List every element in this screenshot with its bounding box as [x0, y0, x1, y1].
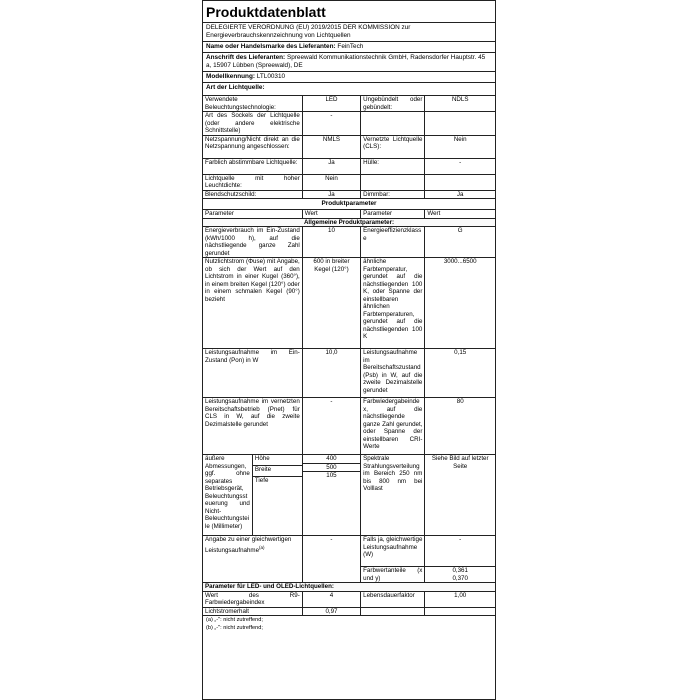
dimension-value: 500 — [303, 464, 360, 473]
param-label: Lichtquelle mit hoher Leuchtdichte: — [203, 174, 302, 190]
params-table — [203, 210, 495, 616]
param-value-2: - — [425, 158, 495, 174]
dimensions-row — [203, 455, 495, 536]
param-value: 4 — [302, 591, 360, 607]
table-row — [203, 174, 495, 190]
dimension-value: 105 — [326, 472, 337, 479]
value-header-2: Wert — [425, 210, 495, 218]
param-label: Leistungsaufnahme im vernetzten Bereitschaftsbetrieb (Pnet) für CLS in W, auf die zweite Dezimalstelle gerundet — [203, 398, 302, 455]
param-value: 0,97 — [302, 607, 360, 616]
param-value: 600 in breiter Kegel (120°) — [302, 258, 360, 349]
equivalent-power-value: - — [425, 536, 495, 567]
table-row — [203, 398, 495, 455]
param-value-2: 1,00 — [425, 591, 495, 607]
dimension-name: Höhe — [252, 455, 301, 465]
led-heading-row — [203, 583, 495, 592]
supplier-row — [203, 42, 495, 53]
param-value: 10 — [302, 227, 360, 258]
equivalent-label: Angabe zu einer gleichwertigen Leistungsaufnahme — [205, 536, 292, 554]
spectral-value: Siehe Bild auf letzter Seite — [425, 455, 495, 536]
param-value-2: 0,15 — [425, 349, 495, 398]
dimensions-label: äußere Abmessungen, ggf. ohne separates Betriebsgerät, Beleuchtungssteuerung und Nicht-Beleuchtungsteile (Millimeter) — [203, 455, 252, 535]
param-value-2 — [425, 607, 495, 616]
page-title: Produktdatenblatt — [203, 1, 495, 23]
param-label: Lichtstromerhalt — [203, 607, 302, 616]
param-value: LED — [302, 96, 360, 112]
model-value: LTL00310 — [256, 73, 286, 80]
param-label-2 — [361, 112, 425, 136]
param-header-row — [203, 210, 495, 218]
led-heading: Parameter für LED- und OLED-Lichtquellen: — [203, 583, 495, 592]
dimensions-inner — [203, 455, 302, 535]
table-row — [203, 258, 495, 349]
address-label: Anschrift des Lieferanten: — [206, 54, 286, 61]
param-label-2 — [361, 607, 425, 616]
address-value: Spreewald Kommunikationstechnik GmbH, Radensdorfer Hauptstr. 45 a, 15907 Lübben (Spreewald), DE — [206, 54, 486, 69]
param-value: Nein — [302, 174, 360, 190]
param-value-2: NDLS — [425, 96, 495, 112]
table-row — [203, 227, 495, 258]
equivalent-row — [203, 536, 495, 567]
model-label: Modellkennung: — [206, 73, 255, 80]
param-label: Leistungsaufnahme im Ein-Zustand (Pon) in W — [203, 349, 302, 398]
param-label-2: Leistungsaufnahme im Bereitschaftszustand (Psb) in W, auf die zweite Dezimalstelle gerundet — [361, 349, 425, 398]
address-row — [203, 53, 495, 72]
param-value-2: 80 — [425, 398, 495, 455]
param-label: Verwendete Beleuchtungstechnologie: — [203, 96, 302, 112]
table-row — [203, 190, 495, 199]
param-value: - — [302, 112, 360, 136]
dimension-row — [203, 455, 302, 465]
chroma-label: Farbwertanteile (x und y) — [361, 567, 425, 583]
param-label-2 — [361, 174, 425, 190]
dimension-value: 400 — [303, 455, 360, 464]
product-params-heading: Produktparameter — [203, 199, 495, 210]
param-label-2: Energieeffizienzklasse — [361, 227, 425, 258]
param-value-2 — [425, 174, 495, 190]
light-type-heading: Art der Lichtquelle: — [203, 83, 495, 96]
footnote: (b) „-": nicht zutreffend; — [206, 624, 263, 631]
table-row — [203, 349, 495, 398]
param-label: Farblich abstimmbare Lichtquelle: — [203, 158, 302, 174]
table-row — [203, 112, 495, 136]
param-label: Art des Sockels der Lichtquelle (oder andere elektrische Schnittstelle) — [203, 112, 302, 136]
param-label-2: Hülle: — [361, 158, 425, 174]
param-label-2: Ungebündelt oder gebündelt: — [361, 96, 425, 112]
supplier-label: Name oder Handelsmarke des Lieferanten: — [206, 43, 336, 50]
equivalent-value: - — [302, 536, 360, 583]
equivalent-label-cell — [203, 536, 302, 583]
equivalent-footnote-ref: (a) — [259, 544, 265, 550]
param-value: Ja — [302, 190, 360, 199]
model-row — [203, 72, 495, 83]
param-label-2: ähnliche Farbtemperatur, gerundet auf die nächstliegenden 100 K, oder Spanne der einstellbaren ähnlichen Farbtemperaturen, gerundet auf die nächstliegenden 100 K — [361, 258, 425, 349]
table-row — [203, 591, 495, 607]
param-value: 10,0 — [302, 349, 360, 398]
light-type-table — [203, 96, 495, 199]
param-header-2: Parameter — [361, 210, 425, 218]
param-value-2: 3000...6500 — [425, 258, 495, 349]
param-label: Blendschutzschild: — [203, 190, 302, 199]
param-label: Nutzlichtstrom (Φuse) mit Angabe, ob sich der Wert auf den Lichtstrom in einer Kugel (360°), in einem breiten Kegel (120°) oder in einem schmalen Kegel (90°) bezieht — [203, 258, 302, 349]
table-row — [203, 607, 495, 616]
general-heading: Allgemeine Produktparameter: — [203, 218, 495, 227]
param-label-2: Farbwiedergabeindex, auf die nächstliegende ganze Zahl gerundet, oder Spanne der einstellbaren CRI-Werte — [361, 398, 425, 455]
dimension-name: Breite — [252, 465, 301, 476]
general-heading-row — [203, 218, 495, 227]
param-header-1: Parameter — [203, 210, 302, 218]
param-value-2 — [425, 112, 495, 136]
spectral-label: Spektrale Strahlungsverteilung im Bereich 250 nm bis 800 nm bei Volllast — [361, 455, 425, 536]
chroma-value: 0,361 0,370 — [425, 567, 495, 583]
dimension-name: Tiefe — [254, 477, 269, 484]
param-label: Energieverbrauch im Ein-Zustand (kWh/1000 h), auf die nächstliegende ganze Zahl gerundet — [203, 227, 302, 258]
footnote: (a) „-": nicht zutreffend; — [206, 617, 263, 623]
product-data-sheet — [202, 0, 496, 700]
param-value: NMLS — [302, 135, 360, 158]
footnotes — [203, 616, 495, 633]
param-value: - — [302, 398, 360, 455]
table-row — [203, 96, 495, 112]
table-row — [203, 158, 495, 174]
param-value-2: Nein — [425, 135, 495, 158]
param-label-2: Lebensdauerfaktor — [361, 591, 425, 607]
param-label: Netzspannung/Nicht direkt an die Netzspannung angeschlossen: — [203, 135, 302, 158]
param-label-2: Vernetzte Lichtquelle (CLS): — [361, 135, 425, 158]
equivalent-power-label: Falls ja, gleichwertige Leistungsaufnahme (W) — [361, 536, 425, 567]
value-header-1: Wert — [302, 210, 360, 218]
param-label-2: Dimmbar: — [361, 190, 425, 199]
supplier-value: FeinTech — [337, 43, 364, 50]
regulation-text: DELEGIERTE VERORDNUNG (EU) 2019/2015 DER KOMMISSION zur Energieverbrauchskennzeichnung von Lichtquellen — [203, 23, 495, 42]
param-value-2: G — [425, 227, 495, 258]
param-label: Wert des R9-Farbwiedergabeindex — [203, 591, 302, 607]
dimension-values — [302, 455, 360, 536]
dimensions-cell — [203, 455, 302, 536]
table-row — [203, 135, 495, 158]
param-value-2: Ja — [425, 190, 495, 199]
param-value: Ja — [302, 158, 360, 174]
